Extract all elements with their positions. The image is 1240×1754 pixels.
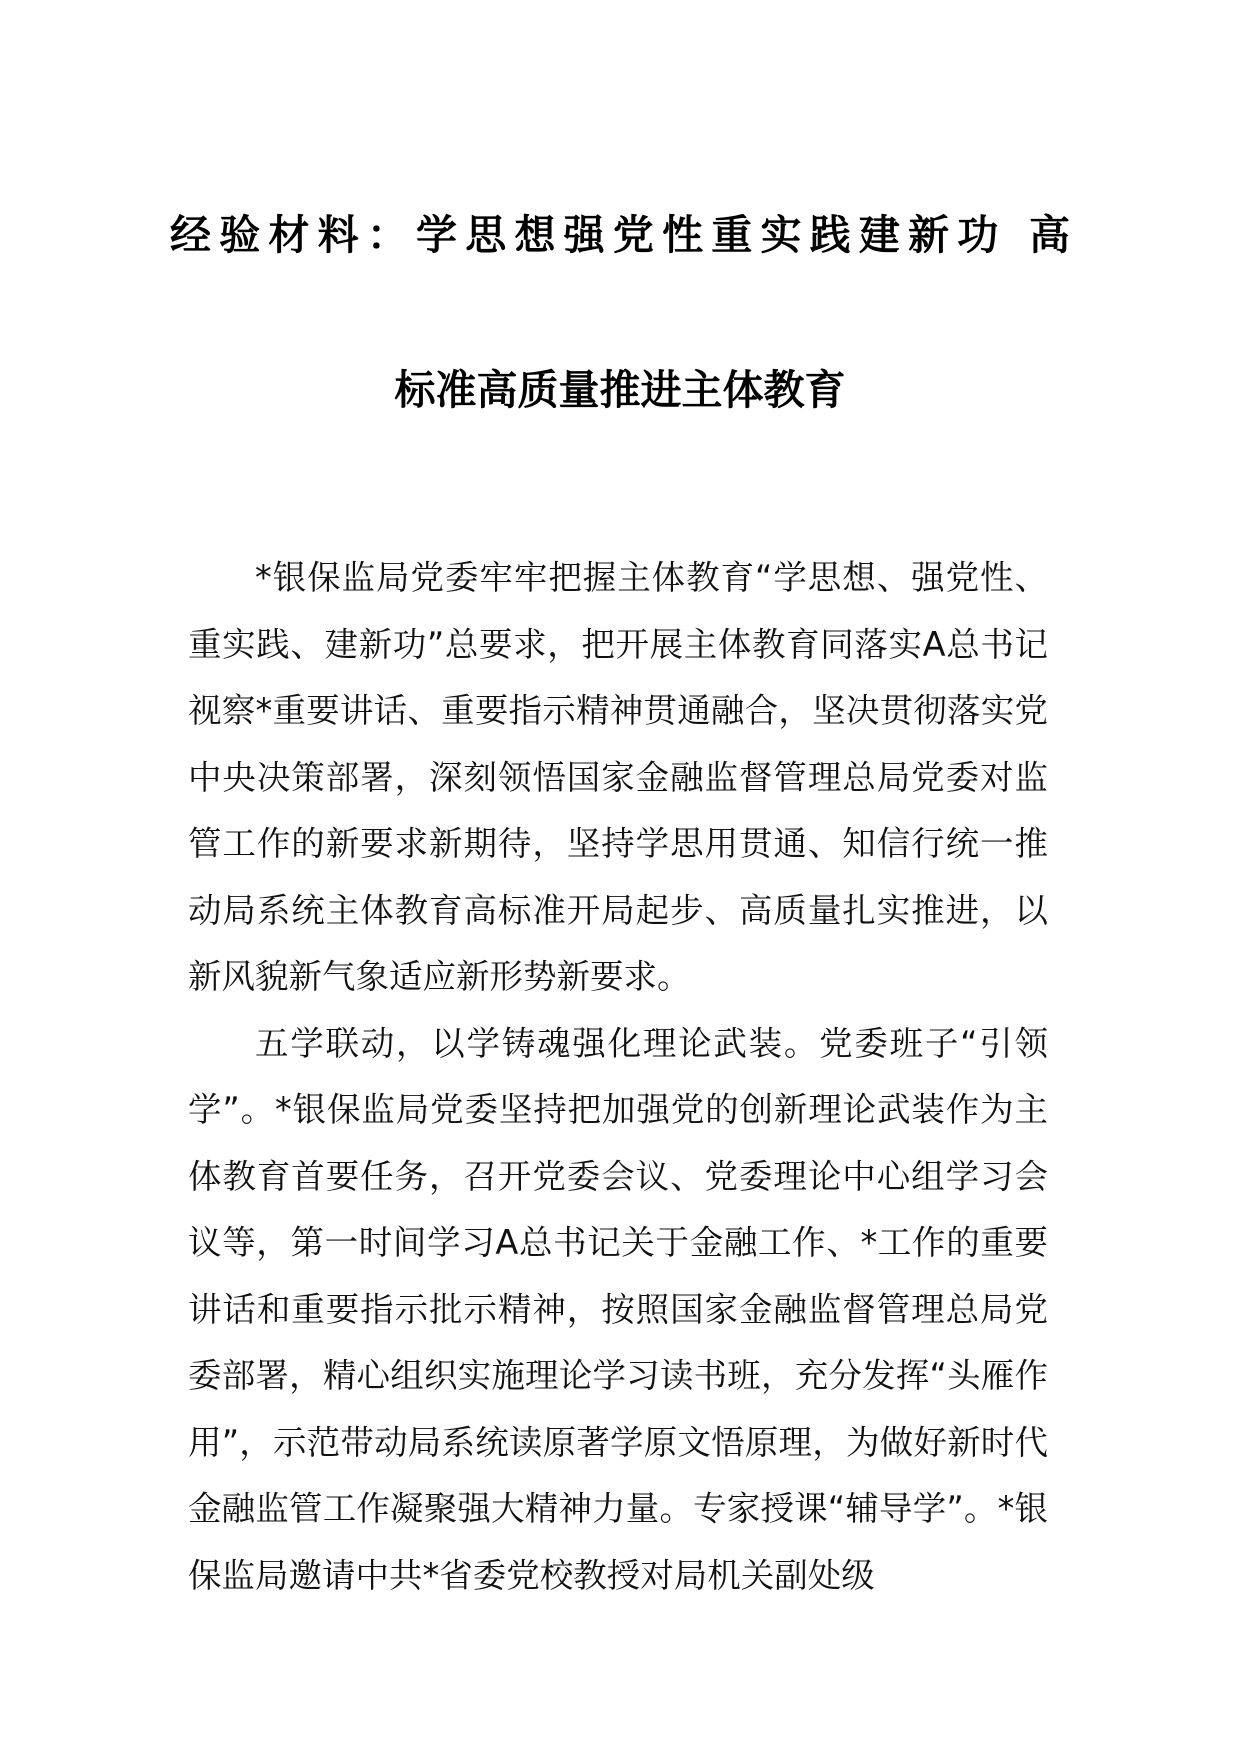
paragraph-1: *银保监局党委牢牢把握主体教育“学思想、强党性、重实践、建新功”总要求，把开展主体教育同落实A总书记视察*重要讲话、重要指示精神贯通融合，坚决贯彻落实党中央决策部署，深刻领悟国家金融监督管理总局党委对监管工作的新要求新期待，坚持学思用贯通、知信行统一推动局系统主体教育高标准开局起步、高质量扎实推进，以新风貌新气象适应新形势新要求。: [188, 558, 1048, 996]
document-title-line-1: 经验材料：学思想强党性重实践建新功 高: [170, 211, 1070, 259]
paragraph-2: 五学联动，以学铸魂强化理论武装。党委班子“引领学”。*银保监局党委坚持把加强党的创新理论武装作为主体教育首要任务，召开党委会议、党委理论中心组学习会议等，第一时间学习A总书记关于金融工作、*工作的重要讲话和重要指示批示精神，按照国家金融监督管理总局党委部署，精心组织实施理论学习读书班，充分发挥“头雁作用”，示范带动局系统读原著学原文悟原理，为做好新时代金融监管工作凝聚强大精神力量。专家授课“辅导学”。*银保监局邀请中共*省委党校教授对局机关副处级: [188, 1023, 1048, 1595]
document-body: [188, 545, 1048, 1609]
document-title-line-2: 标准高质量推进主体教育: [394, 366, 846, 414]
